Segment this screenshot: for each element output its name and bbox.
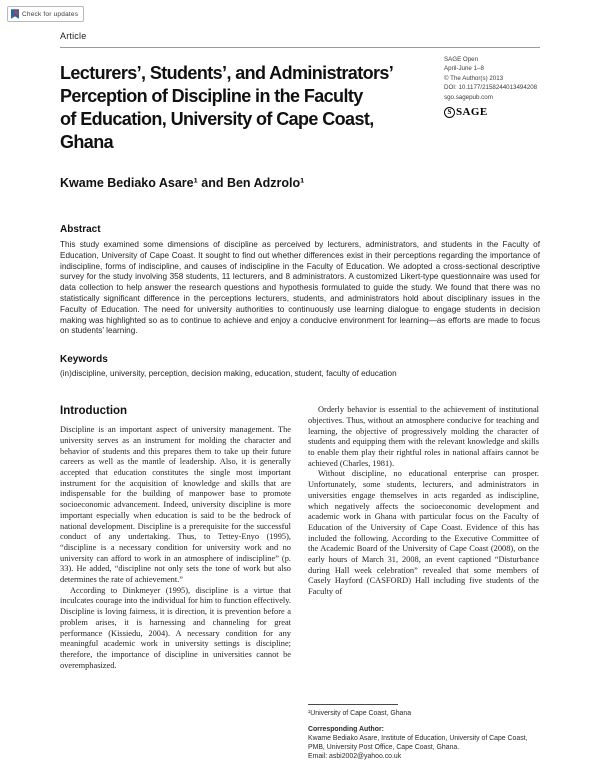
corresponding-author-label: Corresponding Author: (308, 726, 384, 734)
journal-doi: DOI: 10.1177/2158244013494208 (444, 84, 538, 92)
right-column (308, 405, 539, 761)
check-for-updates-label: Check for updates (22, 10, 79, 18)
crossmark-icon (11, 9, 19, 19)
sage-logo-s-icon: S (444, 107, 455, 118)
journal-issue: April-June 1–8 (444, 65, 484, 73)
abstract-text: This study examined some dimensions of discipline as perceived by lecturers, administrators, and students in the Faculty of Education, University of Cape Coast. It sought to find out whether differences exist in their perceptions regarding the importance of indiscipline, forms of indiscipline, and causes of indiscipline in the Faculty of Education. We adopted a cross-sectional descriptive survey for the study involving 358 students, 11 lecturers, and 8 administrators. A customized Likert-type questionnaire was used for data collection to help answer the research questions and hypothesis formulated to guide the study. We found that there was no statistically significant difference in the perceptions lecturers, students, and administrators hold about disciplinary issues in the Faculty of Education. The need for university authorities to continuously use learning dialogue to engage students in decision making was highlighted so as to continue to achieve and enjoy a conducive environment for learning—as efforts are made to focus on students’ learning. (60, 240, 540, 336)
check-for-updates-badge[interactable] (7, 6, 84, 22)
body-paragraph: Orderly behavior is essential to the achievement of institutional objectives. Thus, without an atmosphere conducive for teaching and learning, the objective of progressively molding the character of students and equipping them with the relevant knowledge and skills to enable them play their rightful roles in national affairs cannot be achieved (Charles, 1981). (308, 405, 539, 468)
body-paragraph: Without discipline, no educational enterprise can prosper. Unfortunately, some students, lecturers, and administrators in universities engage themselves in acts regarded as indiscipline, which negatively affects the socioeconomic development and academic work in Ghana with particular focus on the Faculty of Education of the University of Cape Coast. Evidence of this has included the following. According to the Executive Committee of the Academic Board of the University of Cape Coast (2008), on the early hours of March 31, 2008, an event captioned “Disturbance during Hall week celebration” revealed that some members of Casely Hayford (CASFORD) Hall including five students of the Faculty of (308, 469, 539, 597)
journal-copyright: © The Author(s) 2013 (444, 74, 504, 82)
body-paragraph: Discipline is an important aspect of university management. The university serves as an instrument for molding the character and behavior of students and this prepares them to take up their future careers as well as the mantle of leadership. Also, it is generally accepted that education constitutes the single most important instrument for the acquisition of knowledge and skills that are indispensable for the building of manpower base to promote socioeconomic advancement. Indeed, university discipline is more important especially when education is said to be the bedrock of national development. Discipline is a prerequisite for the successful conduct of any undertaking. Thus, to Tettey-Enyo (1995), “discipline is a necessary condition for university work and no university can afford to work in an atmosphere of indiscipline” (p. 33). He added, “discipline not only sets the tone of work but also determines the rate of achievement.” (60, 425, 291, 585)
journal-meta (444, 55, 540, 118)
paper-title-line: of Education, University of Cape Coast, (60, 109, 374, 129)
introduction-heading: Introduction (60, 405, 128, 418)
abstract-section (60, 224, 540, 337)
authors-line: Kwame Bediako Asare¹ and Ben Adzrolo¹ (60, 176, 305, 190)
body-paragraph: According to Dinkmeyer (1995), discipline is a virtue that inculcates courage into the individual for him to function effectively. Discipline is loving fairness, it is direction, it is prevention before a problem arises, it is harnessing and channeling for great performance (Kissiedu, 2004). A necessary condition for any meaningful academic work in university settings is discipline; therefore, the importance of discipline in universities cannot be overemphasized. (60, 585, 291, 670)
keywords-section (60, 354, 540, 378)
sage-logo-word: SAGE (456, 105, 488, 118)
journal-name: SAGE Open (444, 56, 479, 63)
keywords-text: (in)discipline, university, perception, decision making, education, student, faculty of education (60, 369, 397, 379)
corresponding-author-address: Kwame Bediako Asare, Institute of Education, University of Cape Coast, PMB, University Post Office, Cape Coast, Ghana. (308, 735, 528, 752)
footnote-block (308, 704, 539, 761)
sage-logo (444, 107, 540, 118)
abstract-heading: Abstract (60, 224, 101, 235)
left-column (60, 405, 291, 761)
paper-title-line: Ghana (60, 132, 114, 152)
keywords-heading: Keywords (60, 354, 108, 366)
article-type-label: Article (60, 0, 540, 48)
paper-title-line: Perception of Discipline in the Faculty (60, 86, 363, 106)
journal-website: sgo.sagepub.com (444, 93, 493, 101)
paper-title-line: Lecturers’, Students’, and Administrators’ (60, 63, 394, 83)
two-column-body (60, 405, 540, 761)
corresponding-author-email: Email: asbi2002@yahoo.co.uk (308, 753, 402, 761)
footnote-divider (308, 704, 398, 705)
affiliation-note: ¹University of Cape Coast, Ghana (308, 710, 412, 718)
